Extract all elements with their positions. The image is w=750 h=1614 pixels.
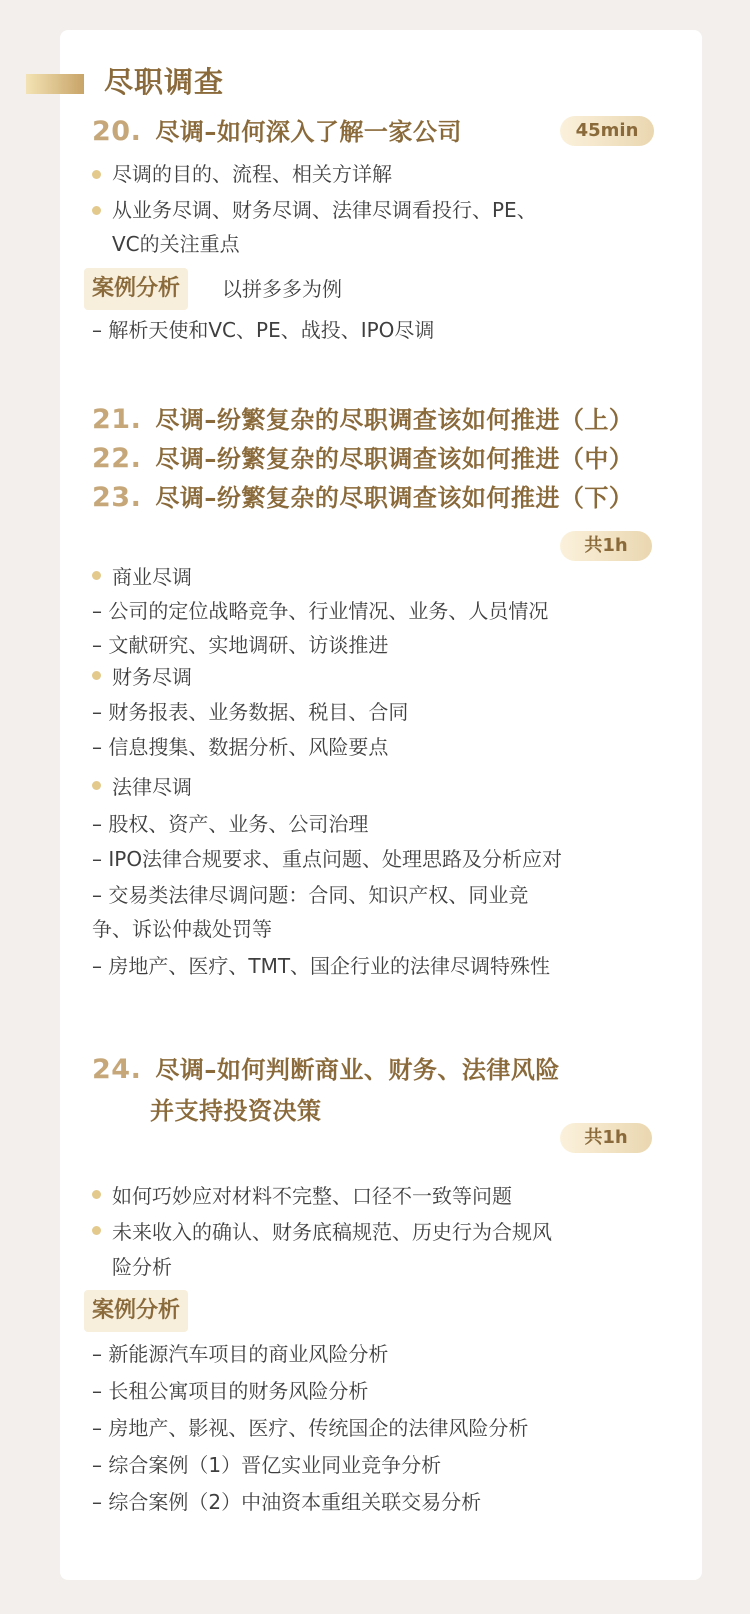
lesson-title: 尽调–纷繁复杂的尽职调查该如何推进（上） — [155, 406, 634, 434]
lesson-number: 24. — [92, 1054, 142, 1085]
bullet-item: 尽调的目的、流程、相关方详解 — [112, 162, 392, 186]
lesson-22-heading — [92, 439, 633, 474]
duration-badge: 45min — [560, 116, 654, 146]
bullet-item-continued: VC的关注重点 — [112, 232, 240, 256]
dash-item: – 股权、资产、业务、公司治理 — [92, 812, 369, 836]
lesson-20-heading — [92, 112, 462, 147]
dash-item: – 综合案例（1）晋亿实业同业竞争分析 — [92, 1453, 442, 1477]
case-analysis-tag: 案例分析 — [84, 1290, 188, 1332]
bullet-item: 未来收入的确认、财务底稿规范、历史行为合规风 — [112, 1220, 552, 1244]
dash-item: – 财务报表、业务数据、税目、合同 — [92, 700, 409, 724]
lesson-24-title-continued: 并支持投资决策 — [150, 1097, 322, 1125]
case-example: 以拼多多为例 — [222, 277, 342, 301]
lesson-number: 23. — [92, 482, 142, 513]
bullet-item-continued: 险分析 — [112, 1255, 172, 1279]
bullet-dot-icon — [92, 671, 101, 680]
lesson-23-heading — [92, 478, 633, 513]
case-analysis-tag: 案例分析 — [84, 268, 188, 310]
bullet-dot-icon — [92, 781, 101, 790]
group-heading: 法律尽调 — [112, 775, 192, 799]
group-heading: 财务尽调 — [112, 665, 192, 689]
dash-item: – 房地产、医疗、TMT、国企行业的法律尽调特殊性 — [92, 954, 551, 978]
dash-item: – 解析天使和VC、PE、战投、IPO尽调 — [92, 318, 435, 342]
dash-item: – IPO法律合规要求、重点问题、处理思路及分析应对 — [92, 847, 563, 871]
bullet-dot-icon — [92, 1190, 101, 1199]
lesson-number: 21. — [92, 404, 142, 435]
duration-badge: 共1h — [560, 531, 652, 561]
bullet-dot-icon — [92, 206, 101, 215]
lesson-title: 尽调–如何判断商业、财务、法律风险 — [155, 1056, 560, 1084]
lesson-number: 22. — [92, 443, 142, 474]
duration-badge: 共1h — [560, 1123, 652, 1153]
dash-item: – 文献研究、实地调研、访谈推进 — [92, 633, 389, 657]
lesson-21-heading — [92, 400, 633, 435]
bullet-dot-icon — [92, 571, 101, 580]
lesson-24-heading — [92, 1050, 560, 1085]
dash-item: – 信息搜集、数据分析、风险要点 — [92, 735, 389, 759]
section-title: 尽职调查 — [104, 65, 225, 99]
bullet-item: 如何巧妙应对材料不完整、口径不一致等问题 — [112, 1184, 512, 1208]
bullet-dot-icon — [92, 1226, 101, 1235]
group-heading: 商业尽调 — [112, 565, 192, 589]
lesson-title: 尽调–纷繁复杂的尽职调查该如何推进（下） — [155, 484, 634, 512]
bullet-item: 从业务尽调、财务尽调、法律尽调看投行、PE、 — [112, 198, 537, 222]
dash-item: – 综合案例（2）中油资本重组关联交易分析 — [92, 1490, 482, 1514]
bullet-dot-icon — [92, 170, 101, 179]
dash-item: – 公司的定位战略竞争、行业情况、业务、人员情况 — [92, 599, 549, 623]
dash-item: – 交易类法律尽调问题：合同、知识产权、同业竞 — [92, 883, 529, 907]
dash-item: – 新能源汽车项目的商业风险分析 — [92, 1342, 389, 1366]
lesson-number: 20. — [92, 116, 142, 147]
section-accent-bar — [26, 74, 84, 94]
dash-item-continued: 争、诉讼仲裁处罚等 — [92, 917, 272, 941]
dash-item: – 房地产、影视、医疗、传统国企的法律风险分析 — [92, 1416, 529, 1440]
lesson-title: 尽调–纷繁复杂的尽职调查该如何推进（中） — [155, 445, 634, 473]
dash-item: – 长租公寓项目的财务风险分析 — [92, 1379, 369, 1403]
lesson-title: 尽调–如何深入了解一家公司 — [155, 118, 462, 146]
